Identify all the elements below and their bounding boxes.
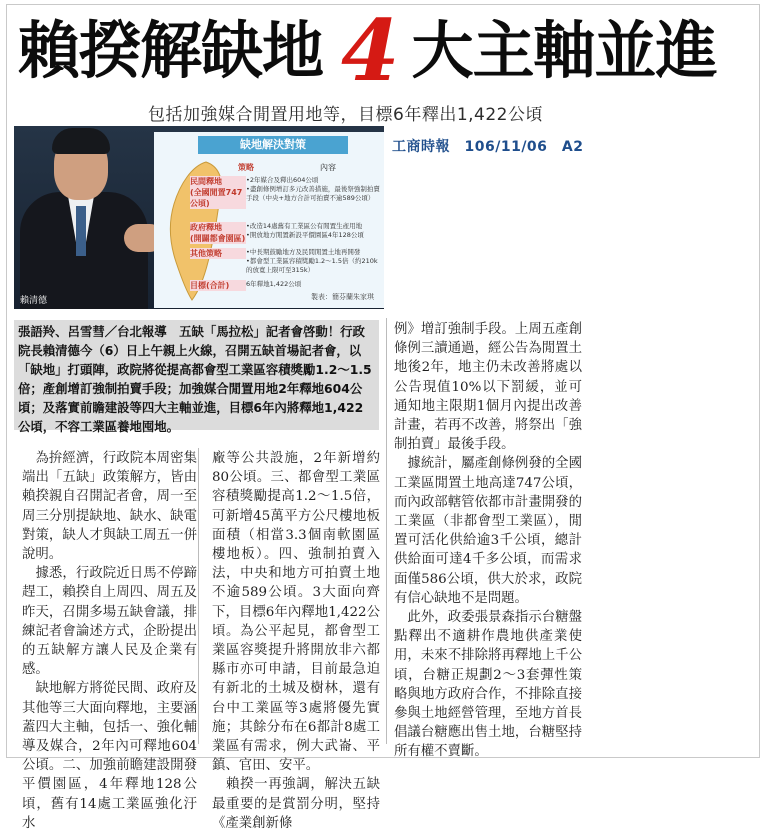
strategy-panel (154, 132, 384, 308)
headline-part2: 大主軸並進 (411, 14, 717, 87)
paragraph: 為拚經濟，行政院本周密集端出「五缺」政策解方，皆由賴揆親自召開記者會，周一至周三分別提缺地、缺水、缺電對策，缺人才與缺工周五一併說明。 (22, 451, 197, 563)
headline-number: 4 (341, 1, 400, 100)
subheadline: 包括加強媒合閒置用地等，目標6年釋出1,422公頃 (148, 105, 543, 125)
header-strategy: 策略 (238, 163, 254, 172)
panel-header (218, 162, 382, 173)
column-divider (198, 448, 199, 744)
paragraph: 例》增訂強制手段。上周五產創條例三讀通過，經公告為閒置土地後2年，地主仍未改善將處以公告現值10%以下罰緩，並可通知地主限期1個月內提出改善計畫，若再不改善，將祭出「強制拍賣」最後手段。 (394, 322, 582, 453)
article-column-2 (212, 449, 380, 833)
panel-row: 目標(合計) 6年釋地1,422公頃 (190, 280, 302, 290)
headline-part1: 賴揆解缺地 (18, 14, 324, 87)
article-summary: 張語羚、呂雪彗／台北報導 五缺「馬拉松」記者會啓動！行政院長賴清德今（6）日上午親上火線，召開五缺首場記者會，以「缺地」打頭陣，政院將從提高都會型工業區容積獎勵1.2～1.5倍；產創增訂強制拍賣手段；加強媒合閒置用地2年釋地604公頃；及落實前瞻建設等四大主軸並進，目標6年內將釋地1,422公頃，不容工業區養地囤地。 (14, 320, 379, 430)
photo-caption: 賴清德 (20, 296, 48, 306)
panel-row: 其他策略 •中長期鼓勵地方及民間閒置土地再開發 •都會型工業區容積獎勵1.2～1.5倍（約210k的放寬上限可至315k） (190, 248, 378, 274)
news-photo (14, 126, 384, 309)
paragraph: 據悉，行政院近日馬不停蹄趕工，賴揆自上周四、周五及昨天，召開多場五缺會議，排練記者會論述方式，企盼提出的五缺解方讓人民及企業有感。 (22, 566, 197, 678)
publication-info: 工商時報 106/11/06 A2 (392, 139, 584, 155)
column-divider (386, 318, 387, 744)
paragraph: 此外，政委張景森指示台糖盤點釋出不適耕作農地供產業使用，未來不排除將再釋地上千公頃，台糖正規劃2～3套彈性策略與地方政府合作，不排除直接參與土地經營管理，至地方首長倡議台糖應出售土地，台糖堅持所有權不賣斷。 (394, 610, 582, 760)
article-column-3 (394, 320, 582, 762)
article-column-1 (22, 449, 197, 833)
header-content: 內容 (320, 163, 336, 172)
paragraph: 廠等公共設施，2年新增約80公頃。三、都會型工業區容積獎勵提高1.2～1.5倍，可新增45萬平方公尺樓地板面積（相當3.3個南軟園區樓地板）。四、強制拍賣入法，中央和地方可拍賣土地不逾589公頃。3大面向齊下，目標6年內釋地1,422公頃。為公平起見，都會型工業區容獎提升將開放非六都縣市亦可申請，目前最急迫有新北的土城及樹林，還有台中工業區等3處將優先實施；其餘分布在6都計8處工業區有需求，例大武崙、平鎮、官田、安平。 (212, 451, 380, 774)
paragraph: 據統計，屬產創條例發的全國工業區閒置土地高達747公頃，而內政部轄管依都市計畫開發的工業區（非都會型工業區），閒置可活化供給逾3千公頃，總計供給面可達4千多公頃，而需求面僅586公頃，供大於求，政院有信心缺地不是問題。 (394, 456, 582, 606)
panel-source: 製表：簡芬蘭朱家琪 (311, 293, 374, 301)
panel-row: 民間釋地 (全國閒置747公頃) •2年媒合及釋出604公頃 •盡創條例增訂多元改善措施，最後祭強制拍賣手段（中央+地方合計可拍賣不逾589公頃） (190, 176, 380, 208)
panel-row: 政府釋地 (開闢都會園區) •改造14處舊有工業區公有閒置生產用地 •開放地方閒置新設平價園區4年128公頃 (190, 222, 364, 243)
panel-title: 缺地解決對策 (198, 136, 348, 154)
paragraph: 缺地解方將從民間、政府及其他等三大面向釋地，主要涵蓋四大主軸，包括一、強化輔導及媒合，2年內可釋地604公頃。二、加強前瞻建設開發平價園區，4年釋地128公頃，舊有14處工業區強化汙水 (22, 681, 197, 831)
headline (18, 1, 753, 100)
paragraph: 賴揆一再強調，解決五缺最重要的是賞罰分明，堅持《產業創新條 (212, 777, 380, 831)
